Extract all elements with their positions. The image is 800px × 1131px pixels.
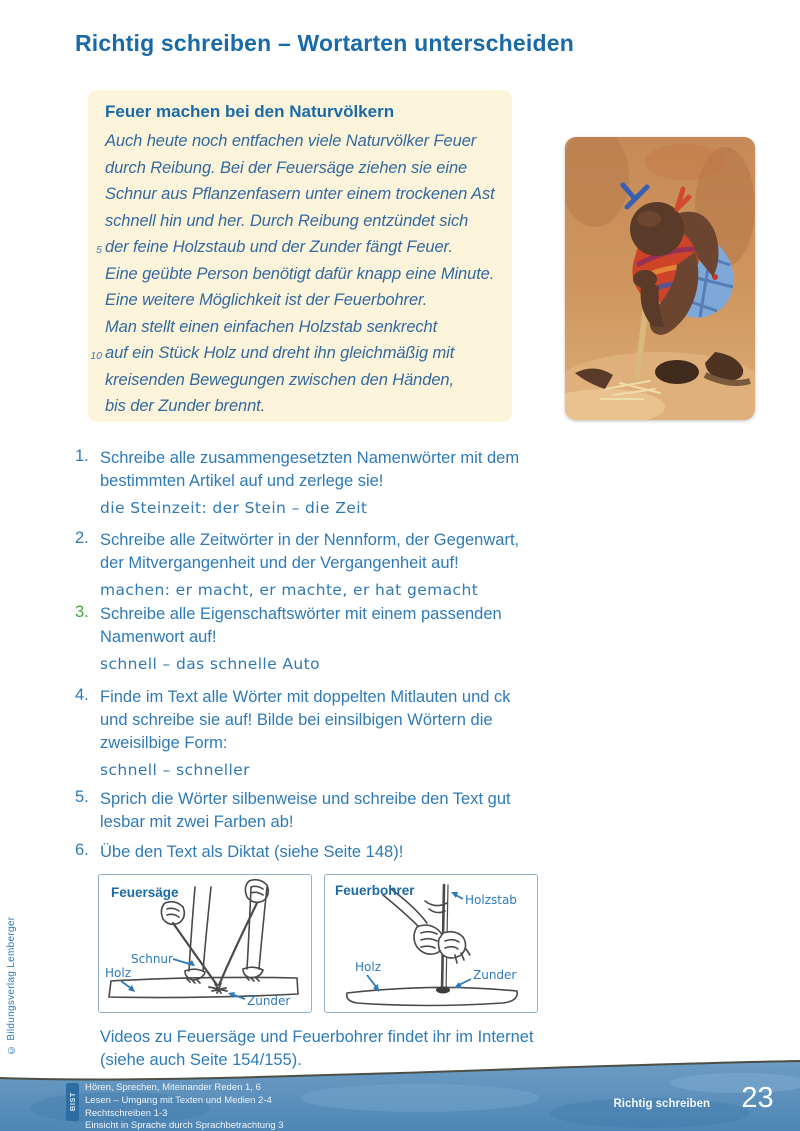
exercise-text: Schreibe alle zusammengesetzten Namenwörter mit dem bestimmten Artikel auf und zerlege sie! [100, 449, 520, 490]
exercise-example: schnell – schneller [100, 761, 250, 779]
exercise-number: 1. [75, 447, 89, 465]
exercise-text: Sprich die Wörter silbenweise und schreibe den Text gut lesbar mit zwei Farben ab! [100, 790, 511, 831]
exercise-example: schnell – das schnelle Auto [100, 655, 320, 673]
label-holzstab: Holzstab [465, 893, 517, 907]
standards-line: Lesen – Umgang mit Texten und Medien 2-4 [85, 1094, 272, 1106]
label-zunder: Zunder [247, 994, 291, 1008]
footer-note-line2: (siehe auch Seite 154/155). [100, 1051, 302, 1069]
exercise-number: 5. [75, 788, 89, 806]
footer-note-line1: Videos zu Feuersäge und Feuerbohrer findet ihr im Internet [100, 1028, 534, 1046]
diagram-title: Feuerbohrer [335, 883, 415, 898]
line-number: 10 [90, 350, 102, 362]
passage-line: 10 auf ein Stück Holz und dreht ihn gleichmäßig mit [88, 344, 512, 371]
bist-tab: BIST [66, 1083, 79, 1121]
exercise-text: Finde im Text alle Wörter mit doppelten Mitlauten und ck und schreibe sie auf! Bilde bei einsilbigen Wörtern die zweisilbige Form: [100, 688, 511, 752]
fire-making-photo [565, 137, 755, 420]
exercise-text: Übe den Text als Diktat (siehe Seite 148)! [100, 843, 404, 861]
label-schnur: Schnur [131, 952, 173, 966]
label-holz: Holz [105, 966, 131, 980]
diagram-feuersaege [98, 874, 312, 1013]
standards-line: Einsicht in Sprache durch Sprachbetrachtung 3 [85, 1120, 284, 1131]
page-number: 23 [741, 1082, 774, 1114]
exercise-text: Schreibe alle Zeitwörter in der Nennform, der Gegenwart, der Mitvergangenheit und der Vergangenheit auf! [100, 531, 520, 572]
reading-box-heading: Feuer machen bei den Naturvölkern [105, 102, 395, 121]
page-title: Richtig schreiben – Wortarten unterscheiden [75, 30, 574, 56]
label-zunder: Zunder [473, 968, 517, 982]
line-number: 5 [96, 244, 102, 256]
exercise-number: 2. [75, 529, 89, 547]
diagram-feuerbohrer [324, 874, 538, 1013]
passage-line: Eine geübte Person benötigt dafür knapp eine Minute. [105, 264, 495, 283]
standards-line: Rechtschreiben 1-3 [85, 1107, 168, 1119]
copyright-vertical: © Bildungsverlag Lemberger [6, 916, 17, 1055]
exercise-number: 6. [75, 841, 89, 859]
passage-line: bis der Zunder brennt. [105, 397, 266, 415]
passage-line: schnell hin und her. Durch Reibung entzündet sich [105, 211, 469, 230]
passage-line: Eine weitere Möglichkeit ist der Feuerbohrer. [105, 291, 428, 309]
section-label: Richtig schreiben [613, 1098, 710, 1110]
exercise-number: 3. [75, 603, 89, 621]
standards-line: Hören, Sprechen, Miteinander Reden 1, 6 [85, 1082, 261, 1093]
diagram-title: Feuersäge [111, 885, 179, 900]
standards-list [85, 1082, 415, 1131]
passage-line: Auch heute noch entfachen viele Naturvölker Feuer [105, 132, 477, 150]
exercise-example: machen: er macht, er machte, er hat gemacht [100, 581, 479, 599]
reading-text-box [88, 90, 512, 422]
passage-line: 5 der feine Holzstaub und der Zunder fängt Feuer. [88, 238, 512, 265]
exercise-text: Schreibe alle Eigenschaftswörter mit einem passenden Namenwort auf! [100, 605, 502, 646]
exercise-number: 4. [75, 686, 89, 704]
exercise-example: die Steinzeit: der Stein – die Zeit [100, 499, 368, 517]
passage-line: kreisenden Bewegungen zwischen den Händen, [105, 370, 454, 389]
passage-line: Man stellt einen einfachen Holzstab senkrecht [105, 317, 438, 336]
passage-line: durch Reibung. Bei der Feuersäge ziehen sie eine [105, 158, 468, 177]
reading-passage [88, 132, 512, 424]
label-holz: Holz [355, 960, 381, 974]
passage-line: Schnur aus Pflanzenfasern unter einem trockenen Ast [105, 185, 495, 203]
